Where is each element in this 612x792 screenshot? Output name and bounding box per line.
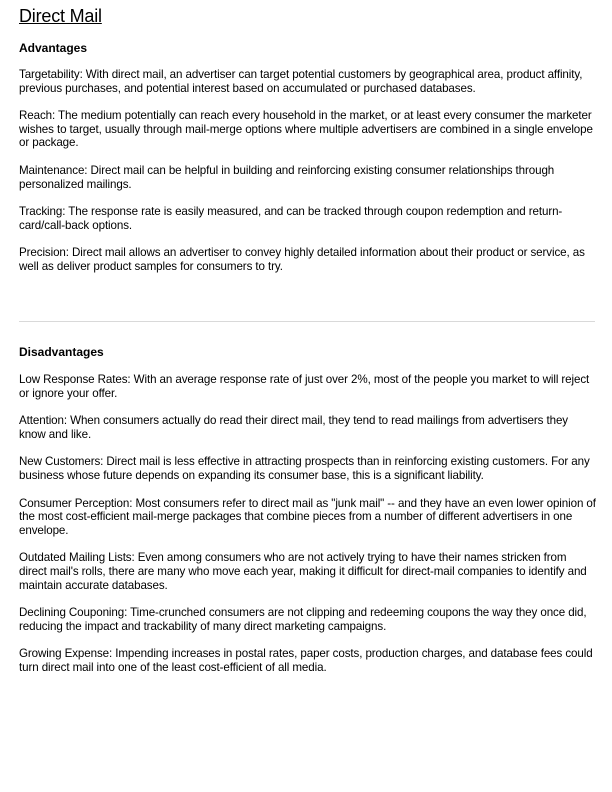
disadvantage-new-customers: New Customers: Direct mail is less effective in attracting prospects than in reinforcing existing customers. For any business whose future depends on expanding its consumer base, this is a significant liability. bbox=[19, 455, 590, 482]
advantages-heading: Advantages bbox=[19, 41, 88, 55]
disadvantage-outdated-mailing-lists: Outdated Mailing Lists: Even among consumers who are not actively trying to have their names stricken from direct mail's rolls, there are many who move each year, making it difficult for direct-mail companies to identify and maintain accurate databases. bbox=[19, 551, 587, 592]
advantages-list bbox=[19, 68, 597, 288]
advantage-reach: Reach: The medium potentially can reach every household in the market, or at least every consumer the marketer wishes to target, usually through mail-merge options where multiple advertisers are combined in a single envelope or package. bbox=[19, 109, 593, 150]
advantage-tracking: Tracking: The response rate is easily measured, and can be tracked through coupon redemption and return-card/call-back options. bbox=[19, 205, 563, 232]
section-divider bbox=[19, 321, 595, 322]
page-title: Direct Mail bbox=[19, 6, 102, 26]
disadvantages-heading: Disadvantages bbox=[19, 345, 104, 359]
disadvantage-low-response-rates: Low Response Rates: With an average response rate of just over 2%, most of the people you market to will reject or ignore your offer. bbox=[19, 373, 590, 400]
disadvantage-growing-expense: Growing Expense: Impending increases in postal rates, paper costs, production charges, and database fees could turn direct mail into one of the least cost-efficient of all media. bbox=[19, 647, 593, 674]
disadvantages-list bbox=[19, 373, 597, 689]
advantage-targetability: Targetability: With direct mail, an advertiser can target potential customers by geographical area, product affinity, previous purchases, and potential interest based on accumulated or purchased databases. bbox=[19, 68, 583, 95]
disadvantage-declining-couponing: Declining Couponing: Time-crunched consumers are not clipping and redeeming coupons the way they once did, reducing the impact and trackability of many direct marketing campaigns. bbox=[19, 606, 587, 633]
disadvantage-attention: Attention: When consumers actually do read their direct mail, they tend to read mailings from advertisers they know and like. bbox=[19, 414, 568, 441]
disadvantage-consumer-perception: Consumer Perception: Most consumers refer to direct mail as "junk mail" -- and they have an even lower opinion of the most cost-efficient mail-merge packages that combine pieces from a number of different advertisers in one envelope. bbox=[19, 496, 596, 537]
advantage-maintenance: Maintenance: Direct mail can be helpful in building and reinforcing existing consumer relationships through personalized mailings. bbox=[19, 163, 555, 191]
advantage-precision: Precision: Direct mail allows an advertiser to convey highly detailed information about their product or service, as well as deliver product samples for consumers to try. bbox=[19, 246, 585, 273]
